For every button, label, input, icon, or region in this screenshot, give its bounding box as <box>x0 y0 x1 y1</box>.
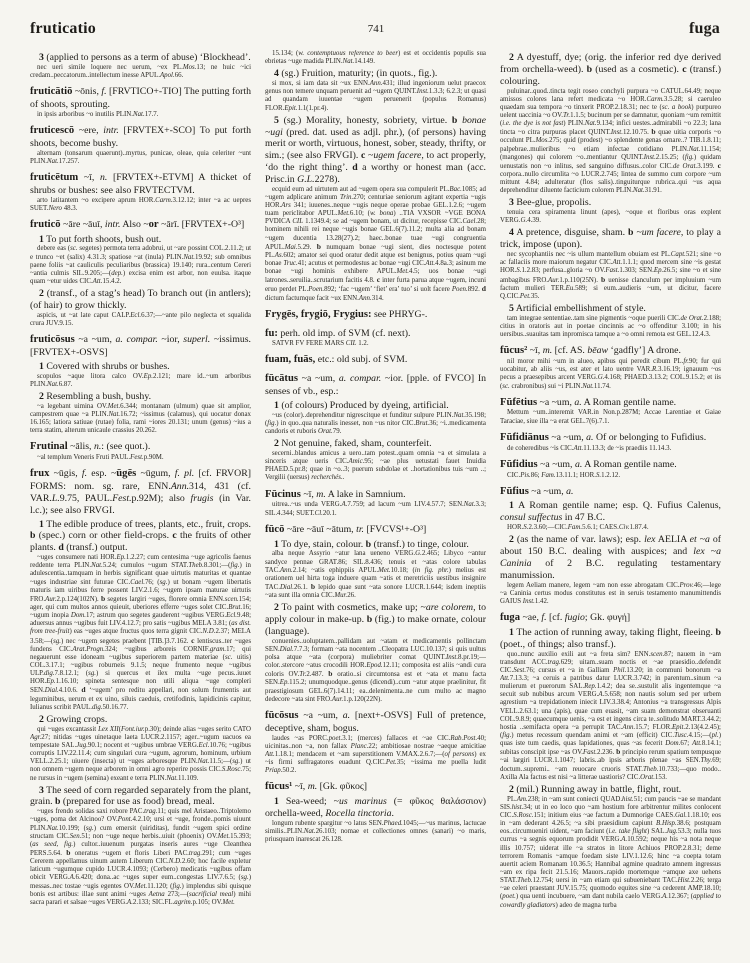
citation-paragraph: ~us (color)..deprehenditur nigrescitque et funditur sulpure PLIN.Nat.35.198; (fig.) in quo..qua naturalis inesset, non ~us nitor CIC.Brut.36; ~i..medicamenta candoris et ruboris Orat.79. <box>265 411 486 436</box>
entry-paragraph: fruticētum ~ī, n. [FRVTEX+-ETVM] A thicket of shrubs or bushes: see also FRVTECTVM. <box>30 171 251 196</box>
entry-paragraph: Frutinal ~ālis, n.: (see quot.). <box>30 441 151 453</box>
citation-paragraph: ecquid eum ad uirtutem aut ad ~ugem opera sua compulerit PL.Bac.1085; ad ~ugem adplicare animum Trin.270; centuriae seniorum agitant expertia ~ugis HOR.Ars 341; iuuenes..neque ~ugis neque operae probae GEL.1.2.6; ~ugem tuam periclitabor APUL.Met.6.10; (w. bona) ..TIA VXSOR ~VGE BONA PVDICA CIL 1.1349.4; se ad ~ugem bonam, ut dicitur, recepisse CIC.Cael.28; hominem nihili rei neque ~ugis bonae GEL.6(7).11.2; multa alia ad bonam ~ugem ducentia 13.28(27).2; haec..bonae tuae ~ugi congruentia APUL.Mai.5.29. b numquam bonae ~ugi sient, dies noctesque potent PL.As.602; amator sei quod oratur dedit atque est benignus, potius quam ~ugi bonae Truc.41; acutus et permodestus ac bonae ~ugi CIC.Att.4.8a.3; asinum me bonae ~ugi hominis exhibere APUL.Met.4.5; uos bonae ~ugi latrones..seruilia..scrutarium facitis 4.8. c inter furta parua atque ~ugem, incuni eruo perdet PL.Poen.892; ‘fac ~ugem’ ‘fiet’ era’ tuo’ si uolt facere Poen.892. d dictum factumque facit ~ux ENN.Ann.314. <box>265 185 486 302</box>
citation-paragraph: longum rubente spargitur ~o latus SEN.Phaed.1045;—~us marinus, lactucae similis..PLIN.Nat.26.103; nomae et collectiones omnes (sanari) ~o maris, priusquam inarescat 26.128. <box>265 819 486 844</box>
citation-paragraph: ~uges consumere nati HOR.Ep.1.2.27; cum centesima ~uge agricolis faenus reddente terra PLIN.Nat.5.24; cumulos ~ugum STAT.Theb.8.301;—(fig.) in adulescentia..tamquam in herbis significant quae uirtutis maturitas et quantae ~uges industriae sint futurae CIC.Cael.76; (sg.) ut bonam ~ugem libertatis maturis iam uiribus ferre possent LIV.2.1.6; ~ugem ipsam maturae uirtutis FRO.Aur.2.p.124(102N). b segetes largiri ~uges, florere omnia ENN.scen.154; ager, qui cum multos annos quieuit, uberiores efferre ~uges solet CIC.Brut.16; ~ugum inopia Dom.17; astrum quo segetes gauderent ~ugibus VERG.Ecl.9.48; aduersus annus ~ugibus fuit LIV.4.12.7; pro satis ~ugibus MELA 3.81; (as dist. from tree-fruit) eas ~uges atque fructus quos terra gignit CIC.N.D.2.37; MELA 3.58;—(sg.) nec ~ugem segetes praebent [TIB.]3.7.162. c lentiscus..ter ~uges fundens CIC.Arat.Progn.324; ~ugibus arboreis CORNIF.gram.17; qui negauerunt esse idoneam ~ugibus superiorem partem materiae (sc. uitis) COL.3.17.1; ~ugibus roburneis 9.1.5; neque frumento neque ~ugibus ULP.dig.7.8.12.1; (sg.) si quercus et ilex multa ~uge pecus..iuuet HOR.Ep.1.16.10; spineta sentesque non utili aliqua ~uge compleri SEN.Dial.4.10.6. d ‘~ugem’ pro reditu appellari, non solum frumentis aut leguminibus, uerum et ex uino, siluis caeduis, cretifodinis, lapidicinis capitur, Iulianus scribit PAUL.dig.50.16.77. <box>30 554 251 711</box>
sense-paragraph: 2 A dyestuff, dye; (orig. the inferior red dye derived from orchella-weed). b (used as a cosmetic). c (transf.) colouring. <box>500 52 721 87</box>
sense-paragraph: 1 The action of running away, taking flight, fleeing. b (poet., of things; also transf.). <box>500 626 721 650</box>
citation-paragraph: conuenies..uoluptatem..pallidam aut ~atam et medicamentis pollinctam SEN.Dial.7.7.3; formam ~ata nocentem ..Cleopatra LUC.10.137; si quis uultus polsa atque ~ata (corpora) muliebriter comat QUINT.Inst.8.pr.19;—color..stercore ~atus crocodili HOR.Epod.12.11; composita est aliis ~andi cura coloris OV.Tr.2.487. b oratio..si circumtonsa est et ~ata et manu facta SEN.Ep.115.2; unumquodque..genus (dicendi)..cum ~atur atque praelinitur, fit praestigiosum GEL.6(7).14.11; ea..delenimenta..ne cum multo ac magno dedecore ~ata sint FRO.Aur.1.p.120(22N). <box>265 637 486 703</box>
sense-paragraph: 2 (mil.) Running away in battle, flight, rout. <box>509 783 682 795</box>
citation-paragraph: si mox, si iam data sit ~ux ENN.Ann.431; illud ingeniorum uelut praecox genus non temere unquam peruenit ad ~ugem QUINT.Inst.1.3.3; 6.2.3; ut quasi ad quandam iuuentae ~ugem peruenerit (populus Romanus) FLOR.Epit.1.1(1.pr.4). <box>265 80 486 112</box>
citation-paragraph: tenuia cera spiramenta linunt (apes), ~oque et floribus oras explent VERG.G.4.39. <box>500 209 721 225</box>
citation-paragraph: debere eas (sc. segetes) permota terra adobrui, ut ~are possint COL.2.11.2; ut e trunco ~et (salix) 4.31.3; spatiose ~at (inula) PLIN.Nat.19.92; sub omnibus paene foliis ~at cauliculis peculiaribus (brassica) 19.140; rura..centum Cereri ~antia culmis SIL.9.205;—(dep.) excisa enim est arbor, non euulsa. itaque quam ~etur uides CIC.Att.15.4.2. <box>30 245 251 286</box>
sense-paragraph: 4 (sg.) Fruition, maturity; (in quots., fig.). <box>274 68 438 80</box>
citation-paragraph: in ipsis arboribus ~o inutilis PLIN.Nat.17.7. <box>37 110 159 118</box>
entry-paragraph: Fūcinus ~ī, m. A lake in Samnium. <box>265 488 406 500</box>
citation-paragraph: ~a legebant uimina OV.Met.6.344; montanam (ulmum) quae sit amplior, campestrem quae ~a PLIN.Nat.16.72; ~issimus (calamus), qui uocatur donax 16.165; latiora satiuae (rutae) folia, rami ~iores 20.131; unum (genus) ~ius a terra statim, alterum unicaule crassius 20.262. <box>30 402 251 435</box>
guide-word-left: fruticatio <box>30 20 96 37</box>
column-3 <box>500 50 721 940</box>
sense-paragraph: 1 To put forth shoots, bush out. <box>39 233 162 245</box>
sense-paragraph: 5 (sg.) Morality, honesty, sobriety, virtue. b bonae ~ugi (pred. dat. used as adjl. phr.), (of persons) having merit or worth, virtuous, honest, sober, steady, thrifty, or sim.; (see also FRVGI). c ~ugem facere, to act properly, ‘do the right thing’. d a worthy or honest man (acc. Prisc.in G.L.2278). <box>265 114 486 185</box>
citation-paragraph: nec sycophantiis nec ~is ullum mantellum obuiam est PL.Capt.521; sine ~o ac fallaciis more maiorum negatur CIC.Att.1.1.1; quod mercem sine ~is gestat HOR.S.1.2.83; perfusa..gloria ~o OV.Fast.1.303; SEN.Ep.26.5; sine ~o et sine ambagibus FRO.Aur.1.p.110(25N). b uenisse clanculum per impluuium ~um factum mulieri TER.Eu.589; si eum..audieris ~um, ut dicitur, facere Q.CIC.Pet.35. <box>500 251 721 300</box>
entry-paragraph: Fūfius ~a ~um, a. <box>500 485 574 497</box>
citation-paragraph: tam integrae sententiae..tam sine pigmentis ~oque puerili CIC.de Orat.2.188; citius in oratoris aut in poetae cincinnis ac ~o offenditur 3.100; in his uersibus..suauitas tam inpromisca tamque a ~o omni remota est GEL.12.4.3. <box>500 314 721 339</box>
citation-paragraph: uitrea..~us unda VERG.A.7.759; ad lacum ~um LIV.4.57.7; SEN.Nat.3.3; SIL.4.344; SUET.Cl.20.1. <box>265 501 486 517</box>
column-2 <box>265 50 486 940</box>
sense-paragraph: 2 (as the name of var. laws); esp. lex AELIA et ~a of about 150 B.C. dealing with auspices; and lex ~a Caninia of 2 B.C. regulating testamentary manumission. <box>500 534 721 581</box>
citation-paragraph: nil moror mihi ~um in alueo, apibus qui peredit cibum PL.fr.90; fur qui uocabitur, ab aliis ~us, est ater et lato uentre VAR.R.3.16.19; ignauum ~os pecus a praesepibus arcent VERG.G.4.168; PHAED.3.13.2; COL.9.15.2; et iis (sc. crabronibus) sui ~i PLIN.Nat.11.74. <box>500 358 721 390</box>
citation-paragraph: Mettum ~um..interemit VAR.in Non.p.287M; Accae Larentiae et Gaiae Taraciae, siue illa ~a erat GEL.7(6).7.1. <box>500 409 721 425</box>
sense-paragraph: 1 (of colours) Produced by dyeing, artificial. <box>274 399 449 411</box>
citation-paragraph: qui ~uges excantassit Lex XII(Font.iur.p.30); deinde alias ~uges serito CATO Agr.27; nitidas ~uges uinetaque laeta LUCR.2.1157; ager..~ugum uacuos ea tempestate SAL.Jug.90.1; nocent et ~ugibus umbrae VERG.Ecl.10.76; ~ugibus corruptis LIV.22.11.4; cum singulari cura ~ugum, agrorum, hominum, urbium VELL.2.25.1; uiuere (insecta) ut ~uges arboresque PLIN.Nat.11.5;—(sg.) ut non omnem ~ugem neque arborem in omni agro reperire possis CIC.S.Rosc.75; ne rursus in ~ugem (semina) exeant e terra PLIN.Nat.11.109. <box>30 725 251 782</box>
entry-paragraph: fūcus¹ ~ī, m. [Gk. φῦκος] <box>265 781 368 793</box>
citation-paragraph: arto latitantem ~o excipere aprum HOR.Carm.3.12.12; inter ~a ac uepres SUET.Nero 48.3. <box>30 196 251 212</box>
entry-paragraph: fruticō ~āre ~āuī, intr. Also ~or ~ārī. [FRVTEX+-O³] <box>30 218 245 230</box>
citation-paragraph: alba neque Assyrio ~atur lana ueneno VERG.G.2.465; Libyco ~antur sandyce pennae GRAT.86; SIL.8.436; tenuis et ~atas colore tabulas TAC.Ann.2.14; ~atis ephippiis APUL.Met.10.18; (in fig. phr.) melius est orationem uel hirta toga induere quam ~atis et meretriciis uestibus insignire TAC.Dial.26.1. b lepido quae sunt ~ata sonore LUCR.1.644; isdem ineptiis ~ata sunt illa omnia CIC.Mur.26. <box>265 550 486 600</box>
sense-paragraph: 2 Growing crops. <box>39 713 108 725</box>
entry-paragraph: fūcōsus ~a ~um, a. [next+-OSVS] Full of pretence, deceptive, sham, bogus. <box>265 709 486 734</box>
entry-paragraph: Fūfidius ~a ~um, a. A Roman gentile name. <box>500 458 677 470</box>
entry-paragraph: fūcō ~āre ~āuī ~ātum, tr. [FVCVS¹+-O³] <box>265 523 427 535</box>
entry-paragraph: Fūfētius ~a ~um, a. A Roman gentile name. <box>500 396 677 408</box>
sense-paragraph: 1 To dye, stain, colour. b (transf.) to tinge, colour. <box>274 538 469 550</box>
running-head <box>30 20 722 46</box>
sense-paragraph: 3 The seed of corn regarded separately from the plant, grain. b (prepared for use as food) bread, meal. <box>30 784 251 808</box>
entry-paragraph: fūcātus ~a ~um, a. compar. ~ior. [pple. of FVCO] In senses of vb., esp.: <box>265 373 486 398</box>
citation-paragraph: laudes ~as PORC.poet.3.1; (merces) fallaces et ~ae CIC.Rab.Post.40; uicinitas..non ~a, non fallax Planc.22; ambitiosae nostrae ~aeque amicitiae Att.1.18.1; mendacem et ~am superstitionem V.MAX.2.6.7;—(of persons) ex ~is firmi suffragatores euadunt Q.CIC.Pet.35; ~issima me puella ludit Priap.50.2. <box>265 734 486 775</box>
sense-paragraph: 1 Sea-weed; ~us marinus (= φῦκος θαλάσσιον) orchella-weed, Rocella tinctoria. <box>265 796 486 819</box>
sense-paragraph: 3 (applied to persons as a term of abuse) ‘Blockhead’. <box>39 52 251 63</box>
citation-paragraph: CIC.Pis.86; Fam.13.11.1; HOR.S.1.2.12. <box>507 471 621 479</box>
citation-paragraph: HOR.S.2.3.60;—CIC.Fam.5.6.1; CAES.Civ.1.87.4. <box>507 524 649 532</box>
citation-paragraph: ~al templum Veneris Fruti PAUL.Fest.p.90M. <box>37 454 164 462</box>
entry-paragraph: Frygēs, frygiō, Frygius: see PHRYG-. <box>265 308 428 320</box>
entry-paragraph: fruticescō ~ere, intr. [FRVTEX+-SCO] To put forth shoots, become bushy. <box>30 124 251 149</box>
sense-paragraph: 1 A Roman gentile name; esp. Q. Fufius Calenus, consul suffectus in 47 B.C. <box>500 500 721 524</box>
text-columns <box>30 50 722 940</box>
citation-paragraph: PL.Am.238; in ~am sunt coniecti QUAD.hist.51; cum paucis ~ae se mandant SIS.hist.34; ut in eo loco quo ~am hostium fore arbitrentur milites conlocent CIC.S.Rosc.151; initium eius ~ae factum a Dumnorige CAES.Gal.1.18.10; eos in ~am dederant 4.26.5; ~a sibi praesidium capiunt B.Hisp.38.6; postquam eos..circumueniri uident, ~am faciunt (i.e. take flight) SAL.Jug.53.3; nulla tuos currus ~a segnis equorum prodidit VERG.A.10.592; neque his ~a nota neque illis 10.757; uiderat ille ~a stratos in litore Achiuos PROP.2.8.31; deme terrorem Romanis ~amque foedam siste LIV.1.12.6; hinc ~a coepta totam auertit aciem Romanam 10.36.5; Hannibal agmine quadrato amnem ingressus ~am ex ripa fecit 21.5.16; Mauors..rapido mortemque ~amque axe uehens STAT.Theb.12.754; uersi in ~am etiam qui subueniebant TAC.Hist.2.26; terga ~ae celeri praestant JUV.15.75; quomodo equites sine ~a cederent AMP.18.10; (poet.) qua uenti incubuere, ~am dant nubila caelo VERG.A.12.367; (applied to cowardly gladiators) adeo de magna turba <box>500 795 721 909</box>
citation-paragraph: aspicis, ut ~at late caput CALP.Ecl.6.37;—~ante pilo neglecta et squalida crura JUV.9.15. <box>30 311 251 327</box>
entry-paragraph: fruticōsus ~a ~um, a. compar. ~ior, superl. ~issimus. [FRVTEX+-OSVS] <box>30 334 251 358</box>
page-number: 741 <box>367 23 385 35</box>
citation-paragraph: de coheredibus ~is CIC.Att.11.13.3; de ~is praediis 11.14.3. <box>507 444 672 452</box>
sense-paragraph: 1 The edible produce of trees, plants, etc., fruit, crops. b (spec.) corn or other field-crops. c the fruits of other plants. d (transf.) output. <box>30 518 251 554</box>
sense-paragraph: 1 Covered with shrubs or bushes. <box>39 360 170 372</box>
sense-paragraph: 3 Bee-glue, propolis. <box>509 197 592 209</box>
citation-paragraph: alternam (tonsarum quaerunt)..myrtus, punicae, oleae, quia celeriter ~unt PLIN.Nat.17.257. <box>30 149 251 165</box>
citation-paragraph: ~uges frendo solidas saxi robore PAC.trag.11; quis mel Aristaeo..Triptolemo ~uges, poma det Alcinoo? OV.Pont.4.2.10; ursi et ~uge, fronde..pomis uiuunt PLIN.Nat.10.199; (sg.) cum emersit (uiriditas), fundit ~ugem spici ordine structam CIC.Sen.51; non ~uge neque herbis..uiuit (phoenix) OV.Met.15.393; (as seed, fig.) cultor..iuuenum purgatas inseris aures ~uge Cleanthea PERS.5.64. b oneratus ~ugem et floris Liberi PAC.trag.291; cum ~uges Cererem appellamus uinum autem Liberum CIC.N.D.2.60; hoc facile expletur laticum ~ugumque cupido LUCR.4.1093; (Cerbero) medicatis ~ugibus offam obicit VERG.A.6.420; dona..ac ~uges super eum..congestas LIV.7.6.5; (sg.) messas..nec tostae ~ugis egentes OV.Met.11.120; (fig.) implendus sibi quisque bonis est artibus: illae sunt animi ~uges Aetna 273;—(sacrificial meal) mihi sacra parari et salsae ~uges VERG.A.2.133; SIC.FL.agrim.p.105; OV.Met. <box>30 808 251 906</box>
entry-paragraph: fuam, fuās, etc.: old subj. of SVM. <box>265 354 408 366</box>
citation-paragraph: quo..nunc auxilio exili aut ~a freta sim? ENN.scen.87; nauem in ~am transdunt ACC.trag.629; uitam..suam noctis et ~ae praesidio..defendit CIC.Sest.76; cursus et ~a in Galliam Phil.13.20; in communi bonorum ~a Att.7.13.3; ~a ceruis a patribus datur LUCR.3.742; in parentum..sinum ~a mulierum et puerorum SAL.Rep.1.4.2; dea se..sustulit alis ingentemque ~a secuit sub nubibus arcum VERG.A.5.658; non nautis solum sed per urbem agrestium ~a trepidationem iniecit LIV.3.38.4; Antonius ~a transgressus Alpis VELL.2.63.1; una (apis), quae cum euasit, ~am suam demonstrat obseruanti COL.9.8.9; quaecumque uenis, ~a est et ingens circa te..solitudo MART.3.44.2; hostia ..semifacta opera ~a perrupit TAC.Ann.15.7; FLOR.Epit.2.13(4.2.45); (fig.) metus recessum quendam animi et ~am (efficit) CIC.Tusc.4.15;—(pl.) quas iste tum caedis, quas lapidationes, quas ~as fecerit Dom.67; Att.8.14.1; subitas conscipit ipse ~as OV.Fast.2.236. b principio rerum spatium tempusque ~ai largiri LUCR.1.1047; labris..ab ipsis arboris plenae ~as SEN.Thy.69; doctum..supremi.. ~am reuocare cruoris STAT.Theb.10.733;—quo modo.. Axilla Ala factus est nisi ~a litterae uastioris? CIC.Orat.153. <box>500 650 721 781</box>
entry-paragraph: Fūfidiānus ~a ~um, a. Of or belonging to Fufidius. <box>500 431 707 443</box>
citation-paragraph: legem Aeliam manere, legem ~am non esse abrogatam CIC.Prov.46;—lege ~a Caninia certus modus constitutus est in seruis testamento manumittendis GAIUS Inst.1.42. <box>500 581 721 605</box>
entry-paragraph: fuga ~ae, f. [cf. fugio; Gk. φυγή] <box>500 612 631 624</box>
column-1 <box>30 50 251 940</box>
citation-paragraph: scopulos ~aque litora calco OV.Ep.2.121; mare id..~um arboribus PLIN.Nat.6.87. <box>30 372 251 388</box>
sense-paragraph: 2 (transf., of a stag’s head) To branch out (in antlers); (of hair) to grow thickly. <box>30 288 251 311</box>
citation-paragraph: secerni..blandus amicus a uero..tam potest..quam omnia ~a et simulata a sinceris atque ueris CIC.Amic.95; ~ae plus uetustati fauet Inuidia PHAED.5.pr.8; quae in ~o..3; puerum subdolae et ..hortationibus tuis ~um ..; Vergilii (uersus) recherchés.. <box>265 450 486 482</box>
entry-paragraph: frux ~ūgis, f. esp. ~ūgēs ~ūgum, f. pl. [cf. FRVOR] FORMS: nom. sg. rare, ENN.Ann.314, 431 (cf. VAR.L.9.75, PAUL.Fest.p.92M); also frugis (in Var. l.c.); see also FRVGI. <box>30 468 251 516</box>
sense-paragraph: 2 To paint with cosmetics, make up; ~are colorem, to apply colour in make-up. b (fig.) to make ornate, colour (language). <box>265 602 486 637</box>
citation-paragraph: 15.134; (w. contemptuous reference to beer) est et occidentis populis sua ebrietas ~uge madida PLIN.Nat.14.149. <box>265 50 486 66</box>
sense-paragraph: 2 Resembling a bush, bushy. <box>39 390 152 402</box>
entry-paragraph: fūcus² ~ī, m. [cf. AS. bēaw ‘gadfly’] A drone. <box>500 345 681 357</box>
guide-word-right: fuga <box>688 20 720 37</box>
sense-paragraph: 2 Not genuine, faked, sham, counterfeit. <box>274 438 432 450</box>
citation-paragraph: SATVR FV FERE MARS CIL 1.2. <box>272 340 369 348</box>
entry-paragraph: fu: perh. old imp. of SVM (cf. next). <box>265 327 411 339</box>
citation-paragraph: puluinar..quod..tincta tegit roseo conchyli purpura ~o CATUL.64.49; neque amissos colores lana refert medicata ~o HOR.Carm.3.5.28; si caeruleo quaedam sua tempora ~o tinxerit PROP.2.18.31; nec te (sc. a book) purpureo uelent uaccinia ~o OV.Tr.1.1.5; bucinum per se damnatur, quoniam ~um remittit (i.e. the dye is not fast) PLIN.Nat.9.134; infici uestes..admirabili ~o 22.3; lana tincta ~o citra purpuras placet QUINT.Inst.12.10.75. b quae uitia corporis ~o occulunt PL.Mos.275; quid (prodest) ~o splendente genas ornare..? TIB.1.8.11; palpebrae..mulieribus ~o etiam infectae cotidiano PLIN.Nat.11.154; (mangones) qui colorem ~o..mentiantur QUINT.Inst.2.15.25; (fig.) quidam uenustatis non ~o inlitus, sed sanguino diffusus..color CIC.de Orat.3.199. c corpora..nullo circumlita ~o LUCR.2.745; lintea de summo cum corpore ~um mittunt 4.84; adulteratur (flos salis)..tinguiturque rubrica..qui ~us aqua deprehenditur diluente facticium colorem PLIN.Nat.31.91. <box>500 87 721 195</box>
citation-paragraph: nec ueri simile loquere nec uerum, ~ex PL.Mos.13; ne huic ~ici credam..peccatorum..intellectum inesse APUL.Apol.66. <box>30 63 251 79</box>
sense-paragraph: 5 Artificial embellishment of style. <box>509 303 646 315</box>
sense-paragraph: 4 A pretence, disguise, sham. b ~um facere, to play a trick, impose (upon). <box>500 227 721 251</box>
entry-paragraph: fruticātiō ~ōnis, f. [FRVTICO+-TIO] The putting forth of shoots, sprouting. <box>30 86 251 110</box>
